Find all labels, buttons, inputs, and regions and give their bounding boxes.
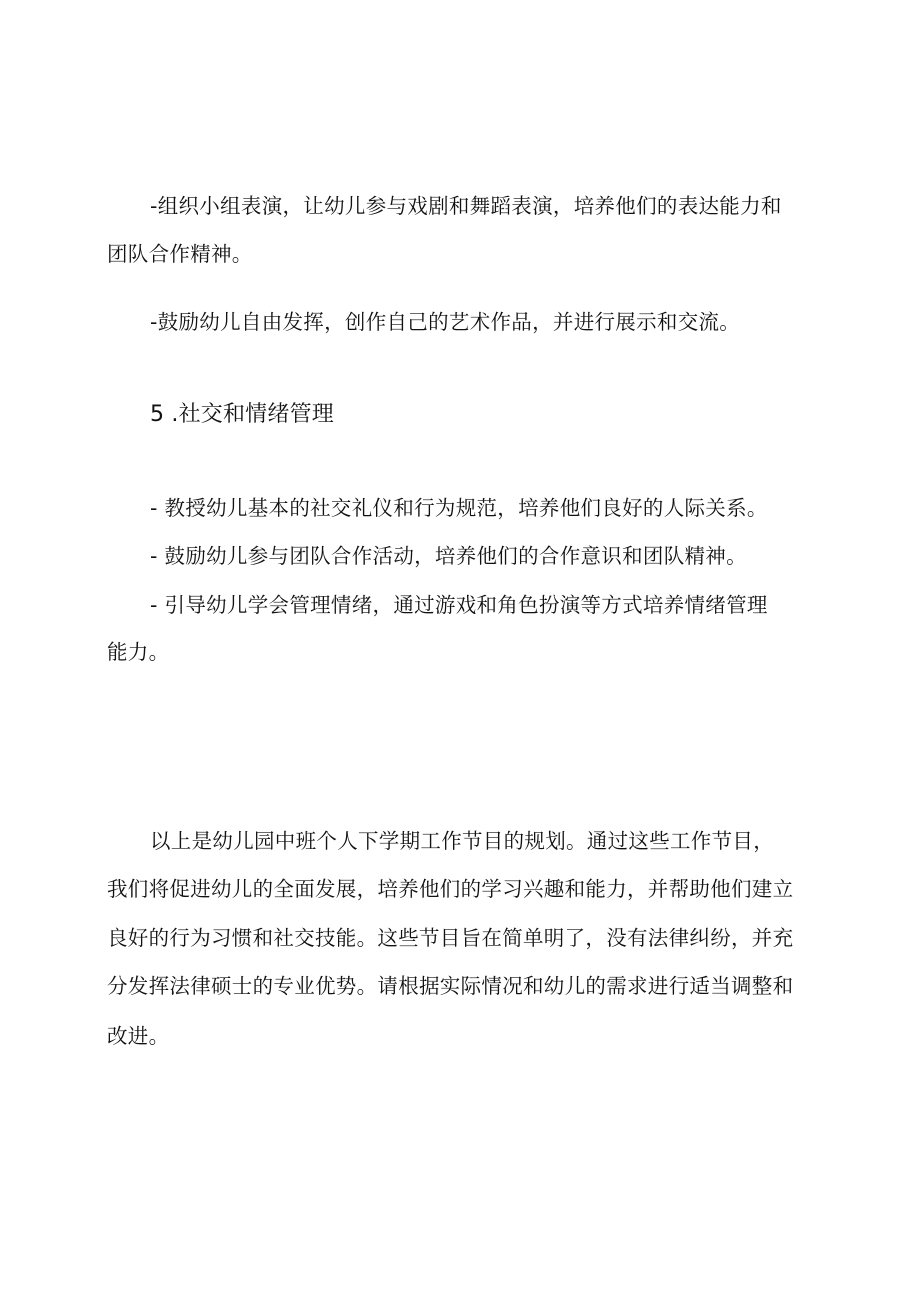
- conclusion-line: 以上是幼儿园中班个人下学期工作节目的规划。通过这些工作节目，: [150, 829, 774, 853]
- conclusion-line: 分发挥法律硕士的专业优势。请根据实际情况和幼儿的需求进行适当调整和: [107, 974, 794, 998]
- list-item-line: 团队合作精神。: [107, 242, 253, 266]
- conclusion-line: 良好的行为习惯和社交技能。这些节目旨在简单明了，没有法律纠纷，并充: [107, 926, 794, 950]
- list-item-line: -鼓励幼儿自由发挥，创作自己的艺术作品，并进行展示和交流。: [150, 310, 741, 334]
- list-item-line: - 引导幼儿学会管理情绪，通过游戏和角色扮演等方式培养情绪管理: [150, 593, 768, 617]
- conclusion-line: 我们将促进幼儿的全面发展，培养他们的学习兴趣和能力，并帮助他们建立: [107, 877, 794, 901]
- list-item-line: -组织小组表演，让幼儿参与戏剧和舞蹈表演，培养他们的表达能力和: [150, 194, 782, 218]
- conclusion-line: 改进。: [107, 1024, 170, 1048]
- list-item-line: 能力。: [107, 640, 170, 664]
- list-item-line: - 鼓励幼儿参与团队合作活动，培养他们的合作意识和团队精神。: [150, 544, 747, 568]
- section-heading: 5 .社交和情绪管理: [150, 402, 334, 427]
- list-item-line: - 教授幼儿基本的社交礼仪和行为规范，培养他们良好的人际关系。: [150, 496, 768, 520]
